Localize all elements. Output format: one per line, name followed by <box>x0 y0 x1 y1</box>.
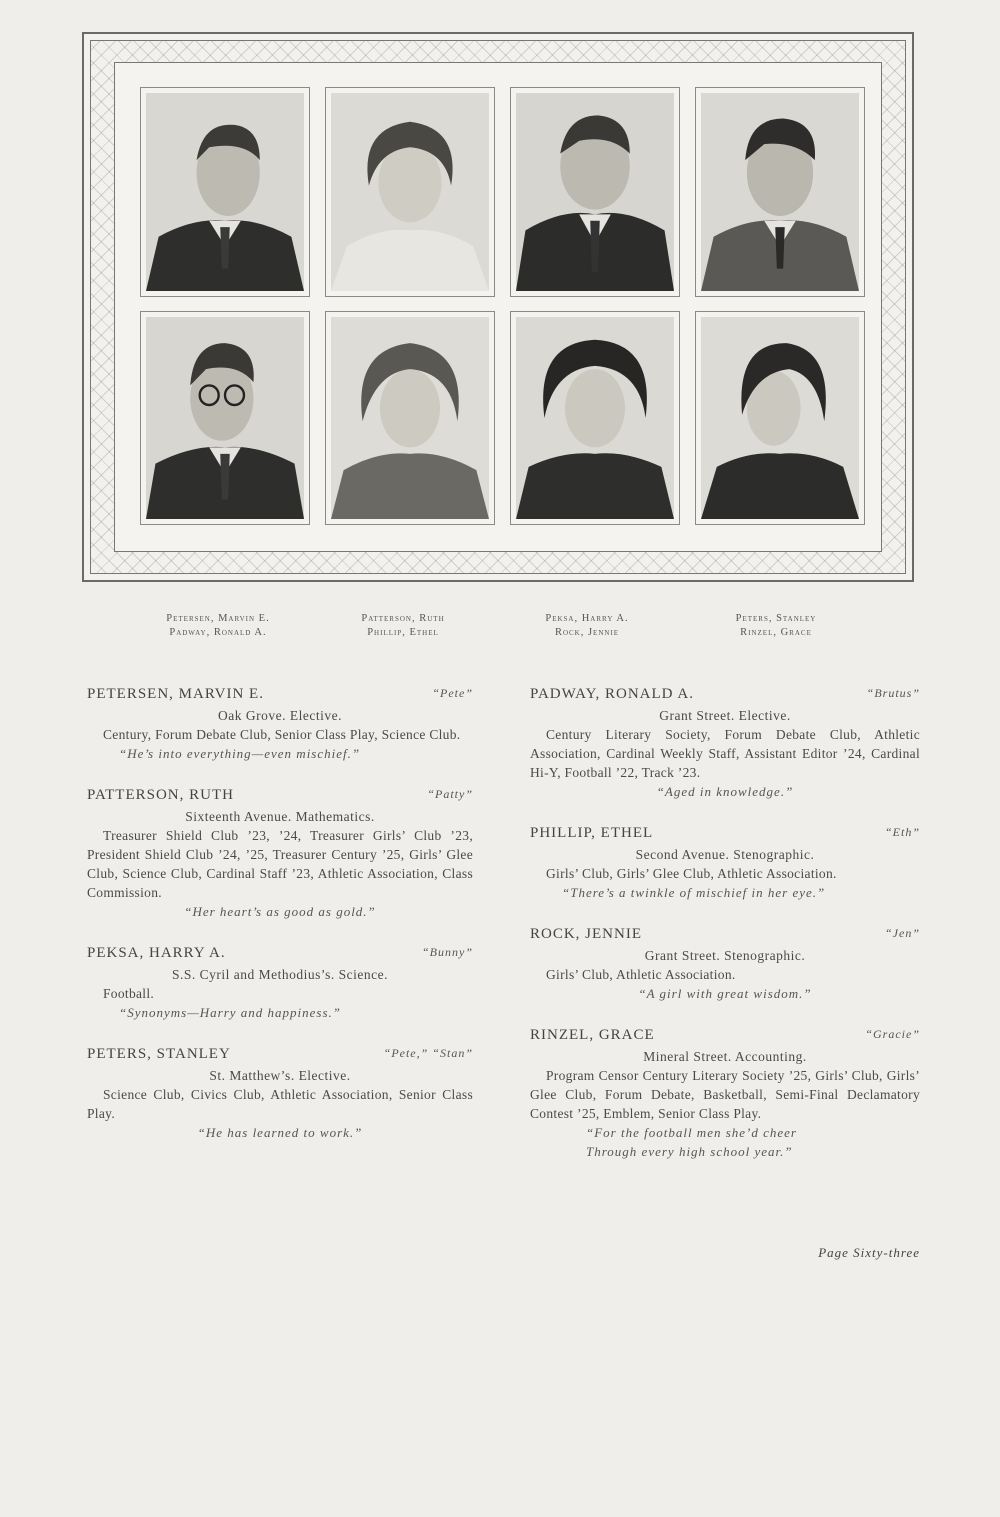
student-address: Mineral Street. Accounting. <box>643 1049 807 1064</box>
caption-bottom: Rock, Jennie <box>554 627 620 638</box>
student-quote-line: Through every high school year.” <box>586 1144 793 1159</box>
caption-top: Peters, Stanley <box>735 613 817 624</box>
caption-column-2 <box>303 612 503 640</box>
student-entry <box>530 686 920 801</box>
student-entry <box>87 945 473 1022</box>
student-quote: “He has learned to work.” <box>197 1125 363 1140</box>
student-name: PETERS, STANLEY <box>87 1046 231 1062</box>
left-column <box>87 686 473 1166</box>
student-entry <box>87 1046 473 1142</box>
student-quote-line: “For the football men she’d cheer <box>586 1125 797 1140</box>
student-entry <box>530 926 920 1003</box>
portrait-peksa-harry <box>510 87 680 297</box>
caption-column-1 <box>118 612 318 640</box>
portrait-peters-stanley <box>695 87 865 297</box>
photo-grid <box>114 62 882 552</box>
student-quote: “Aged in knowledge.” <box>656 784 794 799</box>
student-quote: “Synonyms—Harry and happiness.” <box>119 1005 342 1020</box>
photo-panel <box>82 32 914 582</box>
student-activities: Football. <box>103 986 155 1001</box>
caption-bottom: Phillip, Ethel <box>367 627 439 638</box>
student-address: Second Avenue. Stenographic. <box>635 847 815 862</box>
caption-column-4 <box>676 612 876 640</box>
student-address: St. Matthew’s. Elective. <box>209 1068 351 1083</box>
student-activities: Girls’ Club, Girls’ Glee Club, Athletic Association. <box>546 866 837 881</box>
student-quote: “He’s into everything—even mischief.” <box>119 746 361 761</box>
student-entry <box>87 686 473 763</box>
student-address: Oak Grove. Elective. <box>218 708 342 723</box>
portrait-padway-ronald <box>140 311 310 525</box>
student-activities: Century, Forum Debate Club, Senior Class Play, Science Club. <box>103 727 461 742</box>
student-name: PEKSA, HARRY A. <box>87 945 226 961</box>
student-name: PETERSEN, MARVIN E. <box>87 686 264 702</box>
student-activities: Treasurer Shield Club ’23, ’24, Treasurer Girls’ Club ’23, President Shield Club ’24, ’25, Treasurer Century ’25, Girls’ Glee Club, Science Club, Cardinal Staff ’23, Athletic Association, Class Commission. <box>87 828 473 900</box>
caption-top: Patterson, Ruth <box>361 613 445 624</box>
caption-top: Petersen, Marvin E. <box>166 613 270 624</box>
portrait-phillip-ethel <box>325 311 495 525</box>
student-nickname: “Brutus” <box>866 686 920 700</box>
student-entry <box>530 1027 920 1161</box>
caption-bottom: Rinzel, Grace <box>740 627 812 638</box>
student-activities: Program Censor Century Literary Society ’25, Girls’ Club, Girls’ Glee Club, Forum Debate, Basketball, Semi-Final Declamatory Contest ’25, Emblem, Senior Class Play. <box>530 1068 920 1121</box>
portrait-rock-jennie <box>510 311 680 525</box>
student-activities: Century Literary Society, Forum Debate Club, Athletic Association, Cardinal Weekly Staff, Assistant Editor ’24, Cardinal Hi-Y, Football ’22, Track ’23. <box>530 727 920 780</box>
student-nickname: “Gracie” <box>865 1027 920 1041</box>
right-column <box>530 686 920 1185</box>
student-address: S.S. Cyril and Methodius’s. Science. <box>172 967 388 982</box>
page-number: Page Sixty-three <box>818 1245 920 1260</box>
student-activities: Girls’ Club, Athletic Association. <box>546 967 736 982</box>
student-nickname: “Bunny” <box>421 945 473 959</box>
caption-top: Peksa, Harry A. <box>545 613 629 624</box>
caption-column-3 <box>487 612 687 640</box>
student-quote: “There’s a twinkle of mischief in her eye.” <box>562 885 826 900</box>
student-nickname: “Pete” <box>432 686 473 700</box>
student-quote: “A girl with great wisdom.” <box>638 986 812 1001</box>
student-activities: Science Club, Civics Club, Athletic Association, Senior Class Play. <box>87 1087 473 1121</box>
student-nickname: “Eth” <box>884 825 920 839</box>
student-nickname: “Patty” <box>427 787 473 801</box>
student-name: RINZEL, GRACE <box>530 1027 655 1043</box>
student-nickname: “Pete,” “Stan” <box>383 1046 473 1060</box>
caption-bottom: Padway, Ronald A. <box>169 627 267 638</box>
student-name: PATTERSON, RUTH <box>87 787 234 803</box>
student-name: PHILLIP, ETHEL <box>530 825 654 841</box>
portrait-rinzel-grace <box>695 311 865 525</box>
student-nickname: “Jen” <box>885 926 920 940</box>
student-address: Grant Street. Elective. <box>659 708 791 723</box>
portrait-patterson-ruth <box>325 87 495 297</box>
student-address: Grant Street. Stenographic. <box>644 948 806 963</box>
student-entry <box>530 825 920 902</box>
student-name: PADWAY, RONALD A. <box>530 686 694 702</box>
student-quote: “Her heart’s as good as gold.” <box>184 904 376 919</box>
student-address: Sixteenth Avenue. Mathematics. <box>185 809 375 824</box>
portrait-petersen-marvin <box>140 87 310 297</box>
student-entry <box>87 787 473 921</box>
student-name: ROCK, JENNIE <box>530 926 642 942</box>
